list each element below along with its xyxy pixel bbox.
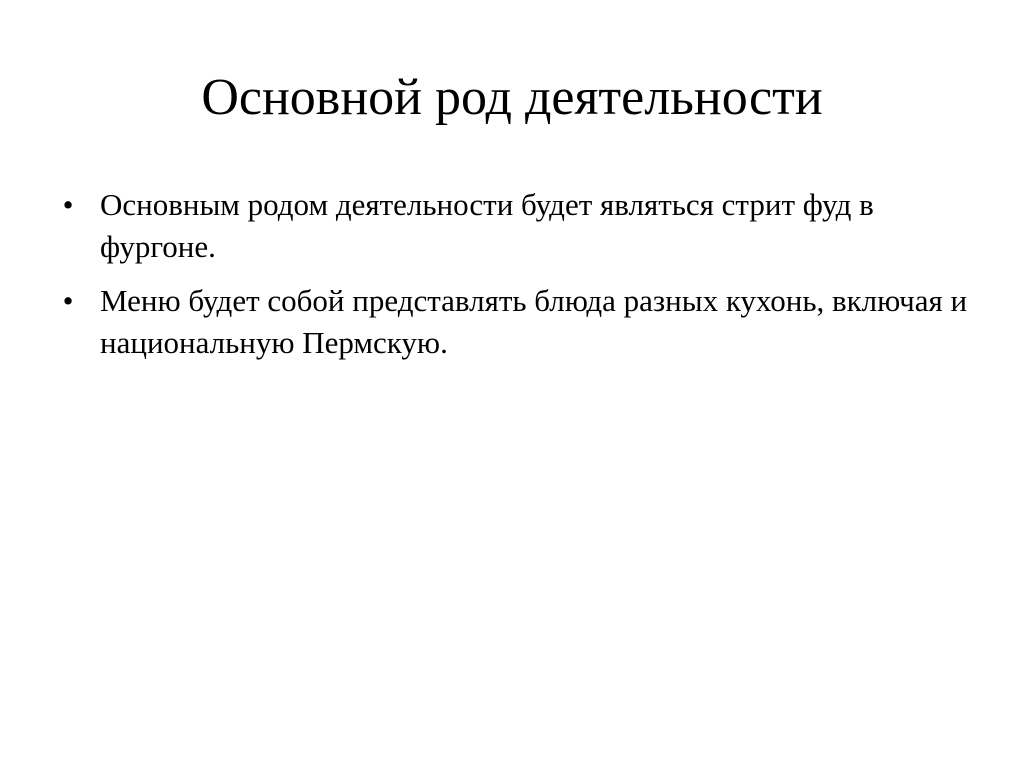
bullet-item [56,184,976,268]
bullet-icon: • [62,283,74,318]
bullet-icon: • [62,187,74,222]
bullet-text: Основным родом деятельности будет являться стрит фуд в фургоне. [100,187,874,264]
bullet-item [56,280,976,364]
bullet-text: Меню будет собой представлять блюда разных кухонь, включая и национальную Пермскую. [100,283,968,360]
bullet-list [56,184,976,376]
slide-title: Основной род деятельности [201,69,823,126]
